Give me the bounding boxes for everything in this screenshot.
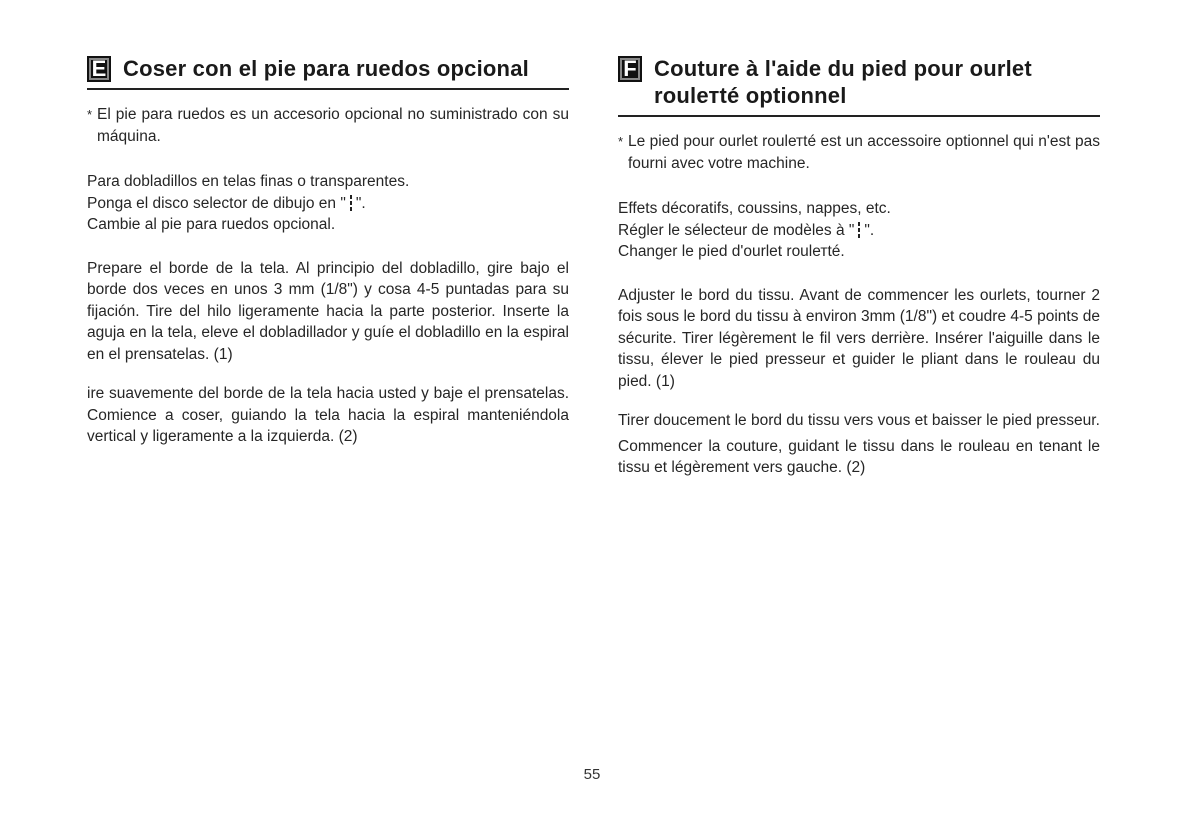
spanish-paragraph-1: Prepare el borde de la tela. Al principio del dobladillo, gire bajo el borde dos veces en unos 3 mm (1/8") y cosa 4-5 puntadas para su fijación. Tire del hilo ligeramente hacia la parte posterior. Inserte la aguja en la tela, eleve el dobladillador y guíe el dobladillo en la espiral en el prensatelas. (1) — [87, 259, 569, 363]
french-note — [618, 131, 1100, 174]
french-paragraph-2b: Commencer la couture, guidant le tissu dans le rouleau en tenant le tissu et légèrement vers gauche. (2) — [618, 437, 1100, 476]
page-number: 55 — [583, 766, 601, 783]
spanish-line-2-text: Ponga el disco selector de dibujo en " — [87, 194, 346, 212]
spanish-heading — [87, 55, 569, 90]
french-line-1: Effets décoratifs, coussins, nappes, etc. — [618, 200, 891, 217]
straight-stitch-icon — [348, 195, 354, 213]
spanish-line-2-end: ". — [355, 194, 366, 212]
spanish-line-1: Para dobladillos en telas finas o transparentes. — [87, 173, 410, 190]
french-line-3: Changer le pied d'ourlet roulетté. — [618, 243, 845, 260]
spanish-paragraph-2: ire suavemente del borde de la tela hacia usted y baje el prensatelas. Comience a coser, guiando la tela hacia la espiral manteniéndola vertical y ligeramente a la izquierda. (2) — [87, 385, 569, 445]
french-paragraph-1: Adjuster le bord du tissu. Avant de commencer les ourlets, tourner 2 fois sous le bord du tissu à environ 3mm (1/8") et coudre 4-5 points de sécurite. Tirer légèrement le fil vers derrière. Insérer l'aiguille dans le tissu, élever le pied presseur et guider le pliant dans le rouleau du pied. (1) — [618, 286, 1100, 390]
french-line-2-text: Régler le sélecteur de modèles à " — [618, 221, 855, 239]
spanish-line-3: Cambie al pie para ruedos opcional. — [87, 216, 336, 233]
french-note-text: Le pied pour ourlet roulетté est un accessoire optionnel qui n'est pas fourni avec votre machine. — [628, 133, 1100, 172]
spanish-note — [87, 104, 569, 147]
language-badge-f: F — [618, 56, 642, 82]
french-heading — [618, 55, 1100, 117]
french-line-2-end: ". — [864, 221, 875, 239]
spanish-note-text: El pie para ruedos es un accesorio opcional no suministrado con su máquina. — [97, 106, 569, 145]
spanish-section — [87, 55, 569, 466]
spanish-instructions — [87, 171, 569, 236]
french-line-2 — [618, 220, 1100, 242]
note-marker: * — [618, 134, 624, 149]
french-title: Couture à l'aide du pied pour ourlet roulетté optionnel — [654, 56, 1032, 108]
french-section — [618, 55, 1100, 497]
note-marker: * — [87, 107, 93, 122]
language-badge-e: E — [87, 56, 111, 82]
spanish-title: Coser con el pie para ruedos opcional — [123, 56, 529, 81]
spanish-line-2 — [87, 193, 569, 215]
straight-stitch-icon — [856, 222, 862, 240]
french-instructions — [618, 198, 1100, 263]
french-paragraph-2a: Tirer doucement le bord du tissu vers vous et baisser le pied presseur. — [618, 412, 1100, 429]
